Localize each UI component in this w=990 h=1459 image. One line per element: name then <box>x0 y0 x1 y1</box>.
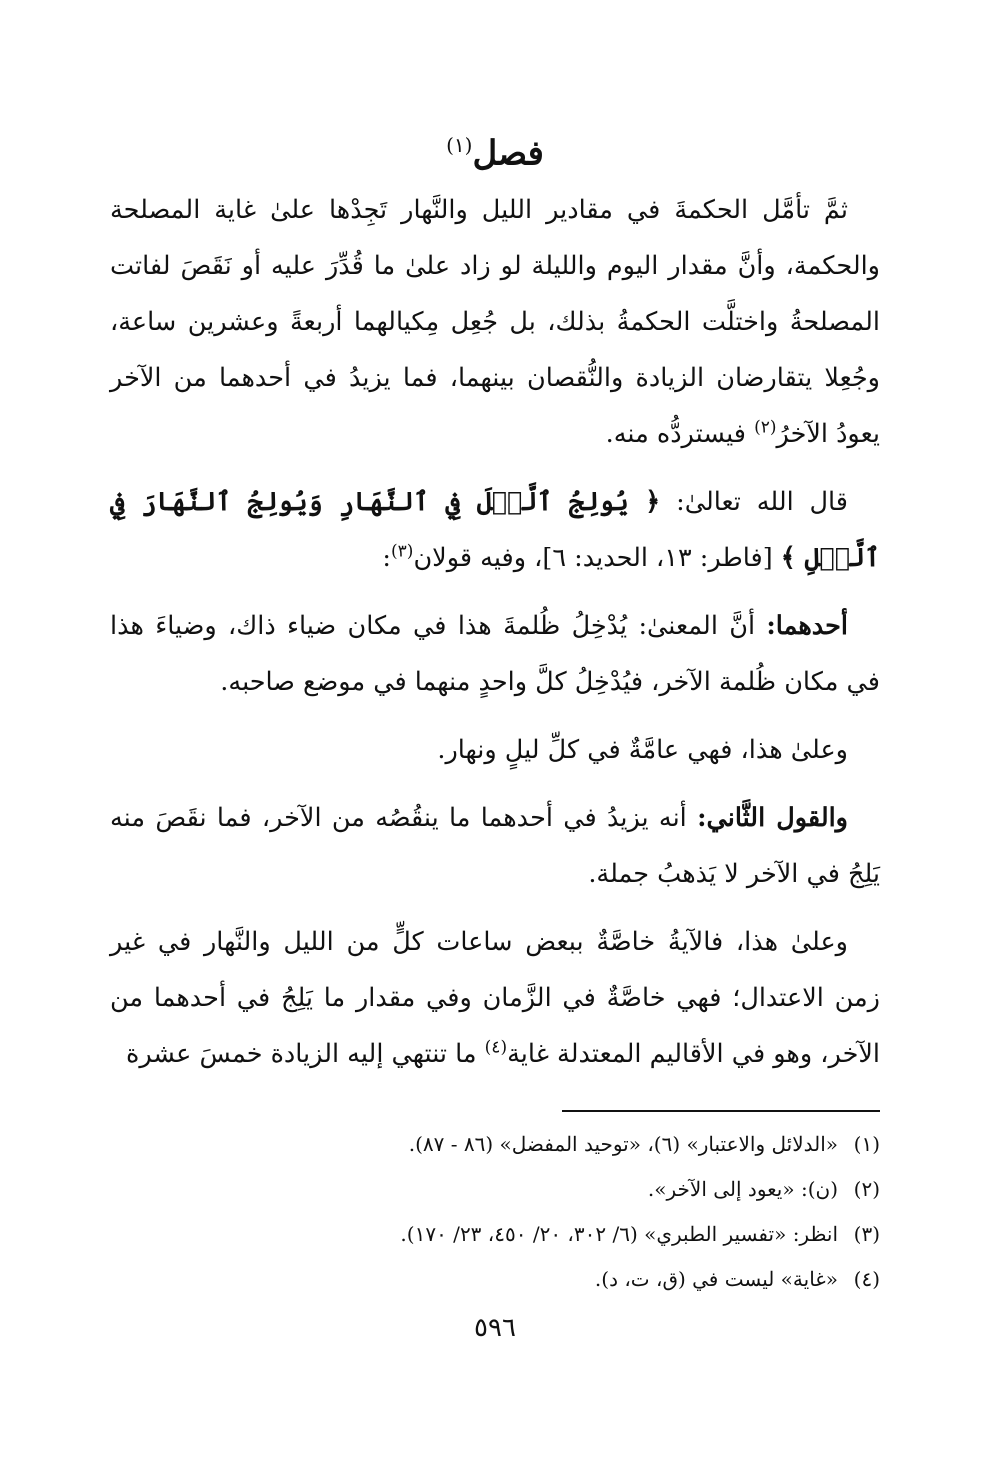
footnote-text: «الدلائل والاعتبار» (٦)، «توحيد المفضل» (٨٦ - ٨٧). <box>408 1132 838 1156</box>
footnote-number: (١) <box>853 1132 880 1156</box>
paragraph-4 <box>110 722 880 778</box>
paragraph-text: أنَّ المعنىٰ: يُدْخِلُ ظُلمةَ هذا في مكان ضياء ذاك، وضياءَ هذا في مكان ظُلمة الآخر، فيُدْخِلُ كلَّ واحدٍ منهما في موضع صاحبه. <box>110 611 880 697</box>
footnote-text: «غاية» ليست في (ق، ت، د). <box>594 1267 838 1291</box>
footnote-2 <box>110 1167 880 1212</box>
footnote-4 <box>110 1257 880 1302</box>
paragraph-prefix: قال الله تعالىٰ: <box>660 487 848 517</box>
footnote-1 <box>110 1122 880 1167</box>
footnote-number: (٢) <box>853 1177 880 1201</box>
footnote-number: (٣) <box>853 1222 880 1246</box>
paragraph-lead: أحدهما: <box>766 611 848 641</box>
footnote-text: (ن): «يعود إلى الآخر». <box>647 1177 838 1201</box>
paragraph-1 <box>110 182 880 462</box>
paragraph-text: وعلىٰ هذا، فالآيةُ خاصَّةٌ ببعض ساعات كلٍّ من الليل والنَّهار في غير زمن الاعتدال؛ فهي خاصَّةٌ في الزَّمان وفي مقدار ما يَلِجُ في أحدهما من الآخر، وهو في الأقاليم المعتدلة غاية <box>110 927 880 1069</box>
section-title-text: فصل <box>472 133 544 174</box>
footnote-ref-3: (٣) <box>391 541 414 562</box>
paragraph-text-after: : <box>382 543 392 573</box>
paragraph-5 <box>110 790 880 902</box>
paragraph-6 <box>110 914 880 1082</box>
footnote-divider <box>562 1110 880 1112</box>
footnote-3 <box>110 1212 880 1257</box>
paragraph-text: وعلىٰ هذا، فهي عامَّةٌ في كلِّ ليلٍ ونهار. <box>437 735 848 765</box>
footnote-text: انظر: «تفسير الطبري» (٦/ ٣٠٢، ٢٠/ ٤٥٠، ٢٣/ ١٧٠). <box>400 1222 838 1246</box>
paragraph-2 <box>110 474 880 586</box>
paragraph-lead: والقول الثَّاني: <box>697 803 849 833</box>
paragraph-3 <box>110 598 880 710</box>
section-title <box>0 120 990 178</box>
quran-verse: ﴿ يُولِجُ ٱلَّيۡلَ فِي ٱلنَّهَارِ وَيُولِجُ ٱلنَّهَارَ فِي ٱلَّيۡلِ ﴾ <box>110 487 880 573</box>
paragraph-text: أنه يزيدُ في أحدهما ما ينقُصُه من الآخر، فما نقَصَ منه يَلِجُ في الآخر لا يَذهبُ جملة. <box>110 803 880 889</box>
footnote-ref-4: (٤) <box>484 1037 508 1058</box>
verse-citation: [فاطر: ١٣، الحديد: ٦]، وفيه قولان <box>413 543 781 573</box>
footnote-ref-2: (٢) <box>754 417 777 438</box>
footnote-number: (٤) <box>853 1267 880 1291</box>
title-footnote-ref: (١) <box>446 133 473 157</box>
main-text <box>110 182 880 1082</box>
paragraph-text-after: ما تنتهي إليه الزيادة خمسَ عشرة <box>125 1039 485 1069</box>
paragraph-text: ثمَّ تأمَّل الحكمةَ في مقادير الليل والنَّهار تَجِدْها علىٰ غاية المصلحة والحكمة، وأنَّ مقدار اليوم والليلة لو زاد علىٰ ما قُدِّرَ عليه أو نَقَصَ لفاتت المصلحةُ واختلَّت الحكمةُ بذلك، بل جُعِل مِكيالهما أربعةً وعشرين ساعة، وجُعِلا يتقارضان الزيادة والنُّقصان بينهما، فما يزيدُ في أحدهما من الآخر يعودُ الآخرُ <box>110 195 880 449</box>
paragraph-text-after: فيستردُّه منه. <box>605 419 755 449</box>
page-number: ٥٩٦ <box>474 1313 516 1343</box>
footnotes <box>110 1122 880 1302</box>
